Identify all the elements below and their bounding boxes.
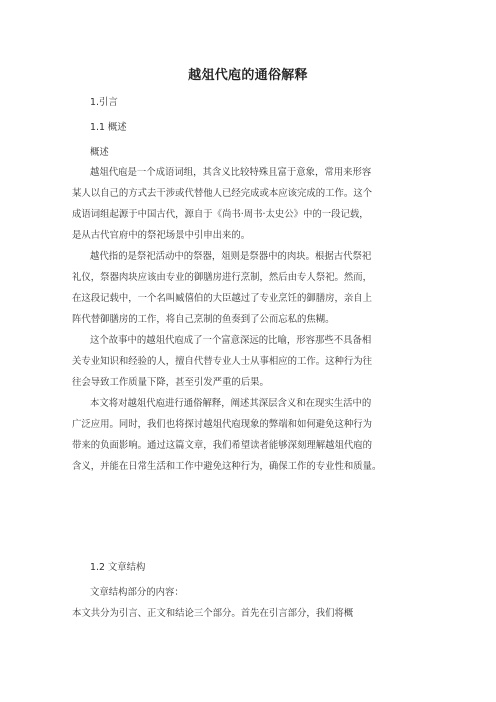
heading-structure: 1.2 文章结构 xyxy=(90,562,146,573)
paragraph-line: 含义，并能在日常生活和工作中避免这种行为，确保工作的专业性和质量。 xyxy=(72,461,382,472)
paragraph-1 xyxy=(72,162,431,246)
paragraph-2 xyxy=(72,246,431,330)
paragraph-line: 礼仪，祭器肉块应该由专业的御膳房进行烹制，然后由专人祭祀。然而， xyxy=(72,272,373,283)
paragraph-line: 往会导致工作质量下降，甚至引发严重的后果。 xyxy=(72,377,269,388)
paragraph-3 xyxy=(72,330,431,393)
paragraph-line: 越代指的是祭祀活动中的祭器，俎则是祭器中的肉块。根据古代祭祀 xyxy=(90,251,372,262)
paragraph-line: 带来的负面影响。通过这篇文章，我们希望读者能够深刻理解越俎代庖的 xyxy=(72,440,373,451)
paragraph-line: 是从古代官府中的祭祀场景中引申出来的。 xyxy=(72,230,251,241)
paragraph-line: 本文共分为引言、正文和结论三个部分。首先在引言部分，我们将概 xyxy=(72,608,354,619)
paragraph-line: 本文将对越俎代庖进行通俗解释，阐述其深层含义和在现实生活中的 xyxy=(90,398,372,409)
document-title: 越俎代庖的通俗解释 xyxy=(188,68,308,83)
paragraph-4 xyxy=(72,393,431,477)
paragraph-line: 越俎代庖是一个成语词组，其含义比较特殊且富于意象，常用来形容 xyxy=(90,167,372,178)
paragraph-line: 关专业知识和经验的人，擅自代替专业人士从事相应的工作。这种行为往 xyxy=(72,356,373,367)
heading-intro: 1.引言 xyxy=(90,97,118,108)
paragraph-line: 在这段记载中，一个名叫臧僖伯的大臣越过了专业烹饪的御膳房，亲自上 xyxy=(72,293,373,304)
paragraph-line: 广泛应用。同时，我们也将探讨越俎代庖现象的弊端和如何避免这种行为 xyxy=(72,419,373,430)
paragraph-line: 成语词组起源于中国古代，源自于《尚书·周书·太史公》中的一段记载， xyxy=(72,209,369,220)
structure-intro: 文章结构部分的内容： xyxy=(90,587,184,598)
heading-overview: 1.1 概述 xyxy=(90,122,127,133)
paragraph-line: 某人以自己的方式去干涉或代替他人已经完成或本应该完成的工作。这个 xyxy=(72,188,373,199)
paragraph-line: 这个故事中的越俎代庖成了一个富意深远的比喻，形容那些不具备相 xyxy=(90,335,372,346)
paragraph-line: 阵代替御膳房的工作，将自己烹制的鱼奏到了公而忘私的焦糊。 xyxy=(72,314,335,325)
heading-overview-sub: 概述 xyxy=(90,147,109,158)
paragraph-5 xyxy=(72,603,431,624)
